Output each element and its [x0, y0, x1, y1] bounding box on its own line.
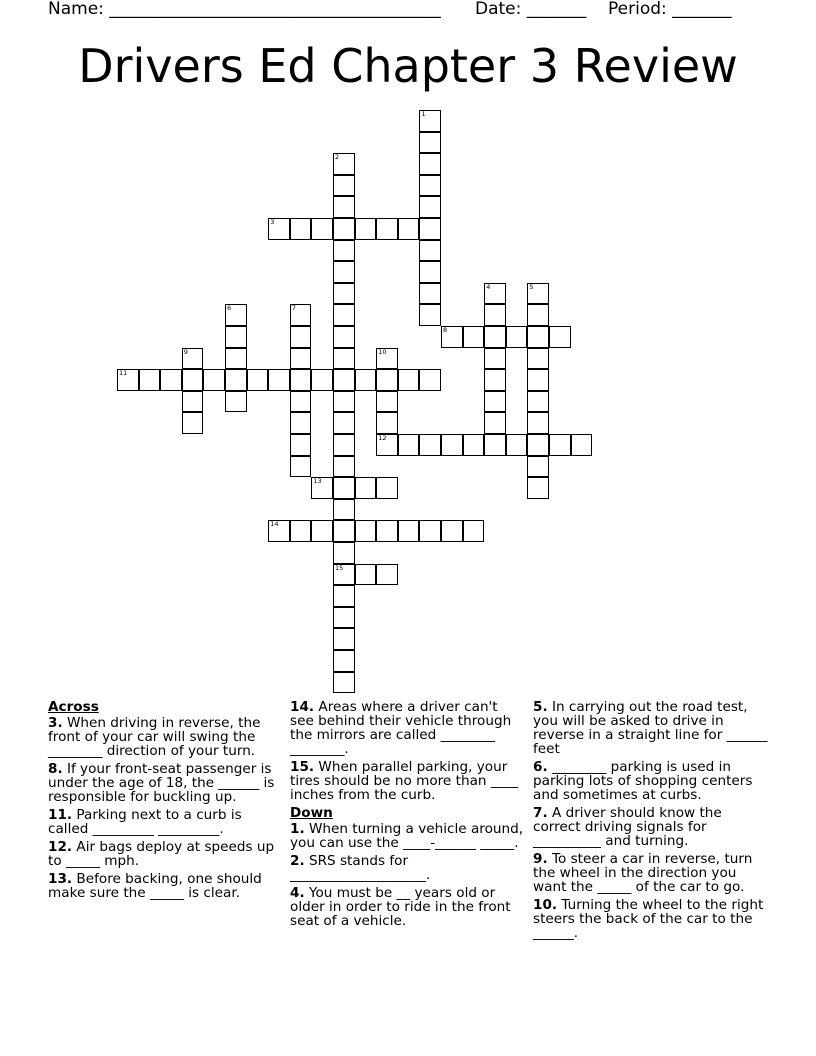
crossword-cell[interactable] [419, 175, 441, 197]
clue-number: 13 [313, 477, 322, 486]
clue-down-2: 2. SRS stands for ____________________. [290, 853, 431, 883]
crossword-cell[interactable] [333, 326, 355, 348]
crossword-cell[interactable] [376, 477, 398, 499]
crossword-cell[interactable] [333, 412, 355, 434]
crossword-cell[interactable] [484, 326, 506, 348]
crossword-cell[interactable] [355, 218, 377, 240]
crossword-cell[interactable] [484, 283, 506, 305]
crossword-cell[interactable] [333, 240, 355, 262]
clue-number: 2 [335, 153, 340, 162]
crossword-cell[interactable] [333, 672, 355, 694]
crossword-cell[interactable] [463, 326, 485, 348]
crossword-cell[interactable] [268, 218, 290, 240]
crossword-cell[interactable] [290, 391, 312, 413]
crossword-cell[interactable] [527, 283, 549, 305]
crossword-cell[interactable] [398, 369, 420, 391]
crossword-cell[interactable] [527, 477, 549, 499]
crossword-cell[interactable] [527, 391, 549, 413]
crossword-cell[interactable] [333, 261, 355, 283]
crossword-cell[interactable] [333, 175, 355, 197]
period-field[interactable]: Period: _______ [608, 0, 732, 19]
clue-down-5: 5. In carrying out the road test, you will be asked to drive in reverse in a straight line for ______ feet [533, 699, 768, 757]
crossword-cell[interactable] [333, 434, 355, 456]
clue-down-7: 7. A driver should know the correct driving signals for __________ and turning. [533, 805, 722, 849]
name-field[interactable]: Name: _______________________________________ [48, 0, 441, 19]
clue-number: 10 [378, 347, 387, 356]
crossword-cell[interactable] [398, 520, 420, 542]
crossword-cell[interactable] [484, 369, 506, 391]
down-heading: Down [290, 805, 333, 821]
crossword-cell[interactable] [290, 520, 312, 542]
clue-number: 3 [270, 218, 275, 226]
page-title: Drivers Ed Chapter 3 Review [78, 39, 738, 93]
crossword-cell[interactable] [484, 348, 506, 370]
crossword-cell[interactable] [419, 132, 441, 154]
crossword-cell[interactable] [376, 434, 398, 456]
crossword-cell[interactable] [290, 348, 312, 370]
clues-column-2 [290, 700, 524, 932]
crossword-cell[interactable] [333, 499, 355, 521]
crossword-cell[interactable] [225, 326, 247, 348]
clue-number: 11 [119, 369, 128, 378]
crossword-cell[interactable] [376, 391, 398, 413]
crossword-cell[interactable] [290, 456, 312, 478]
crossword-cell[interactable] [333, 153, 355, 175]
crossword-cell[interactable] [182, 369, 204, 391]
clue-number: 9 [183, 347, 188, 356]
crossword-cell[interactable] [311, 477, 333, 499]
crossword-cell[interactable] [376, 412, 398, 434]
crossword-cell[interactable] [160, 369, 182, 391]
crossword-cell[interactable] [182, 412, 204, 434]
clue-across-3: 3. When driving in reverse, the front of your car will swing the ________ direction of your turn. [48, 715, 261, 759]
crossword-cell[interactable] [333, 369, 355, 391]
clue-number: 15 [335, 563, 344, 572]
crossword-cell[interactable] [225, 304, 247, 326]
clue-down-10: 10. Turning the wheel to the right steers the back of the car to the ______. [533, 897, 764, 941]
crossword-cell[interactable] [484, 304, 506, 326]
crossword-cell[interactable] [527, 412, 549, 434]
crossword-cell[interactable] [225, 348, 247, 370]
crossword-cell[interactable] [182, 348, 204, 370]
crossword-cell[interactable] [333, 564, 355, 586]
crossword-cell[interactable] [419, 196, 441, 218]
crossword-cell[interactable] [333, 196, 355, 218]
clue-across-13: 13. Before backing, one should make sure the _____ is clear. [48, 871, 262, 901]
crossword-cell[interactable] [419, 261, 441, 283]
crossword-cell[interactable] [333, 348, 355, 370]
clue-across-12: 12. Air bags deploy at speeds up to _____ mph. [48, 839, 275, 869]
crossword-cell[interactable] [484, 391, 506, 413]
crossword-cell[interactable] [419, 240, 441, 262]
crossword-cell[interactable] [527, 348, 549, 370]
clue-number: 12 [378, 434, 387, 442]
crossword-cell[interactable] [571, 434, 593, 456]
crossword-cell[interactable] [419, 283, 441, 305]
crossword-cell[interactable] [311, 520, 333, 542]
across-heading: Across [48, 699, 99, 715]
clue-across-11: 11. Parking next to a curb is called _________ _________. [48, 807, 242, 837]
crossword-cell[interactable] [311, 369, 333, 391]
crossword-cell[interactable] [549, 326, 571, 348]
crossword-cell[interactable] [419, 304, 441, 326]
crossword-cell[interactable] [419, 369, 441, 391]
clue-number: 5 [529, 282, 534, 291]
crossword-cell[interactable] [139, 369, 161, 391]
crossword-cell[interactable] [441, 520, 463, 542]
crossword-cell[interactable] [376, 348, 398, 370]
crossword-cell[interactable] [506, 434, 528, 456]
clue-down-9: 9. To steer a car in reverse, turn the wheel in the direction you want the _____ of the car to go. [533, 851, 753, 895]
crossword-cell[interactable] [527, 456, 549, 478]
crossword-cell[interactable] [549, 434, 571, 456]
crossword-cell[interactable] [398, 218, 420, 240]
crossword-cell[interactable] [333, 542, 355, 564]
clue-across-8: 8. If your front-seat passenger is under the age of 18, the ______ is responsible for buckling up. [48, 761, 275, 805]
crossword-cell[interactable] [419, 434, 441, 456]
crossword-cell[interactable] [333, 283, 355, 305]
clue-number: 14 [270, 520, 279, 529]
crossword-cell[interactable] [333, 391, 355, 413]
clue-number: 1 [421, 110, 426, 118]
crossword-cell[interactable] [311, 218, 333, 240]
crossword-cell[interactable] [419, 218, 441, 240]
crossword-cell[interactable] [117, 369, 139, 391]
crossword-cell[interactable] [225, 391, 247, 413]
clue-number: 7 [291, 304, 296, 313]
crossword-cell[interactable] [355, 369, 377, 391]
clue-down-6: 6. ________ parking is used in parking lots of shopping centers and sometimes at curbs. [533, 759, 753, 803]
crossword-cell[interactable] [333, 520, 355, 542]
crossword-cell[interactable] [398, 434, 420, 456]
crossword-cell[interactable] [527, 434, 549, 456]
crossword-cell[interactable] [247, 369, 269, 391]
crossword-cell[interactable] [376, 369, 398, 391]
crossword-cell[interactable] [182, 391, 204, 413]
crossword-cell[interactable] [527, 326, 549, 348]
crossword-cell[interactable] [441, 326, 463, 348]
crossword-cell[interactable] [419, 520, 441, 542]
crossword-cell[interactable] [333, 456, 355, 478]
crossword-cell[interactable] [484, 434, 506, 456]
crossword-cell[interactable] [506, 326, 528, 348]
crossword-cell[interactable] [333, 477, 355, 499]
crossword-cell[interactable] [333, 607, 355, 629]
clue-across-14: 14. Areas where a driver can't see behind their vehicle through the mirrors are called ________ ________. [290, 699, 512, 757]
crossword-cell[interactable] [290, 218, 312, 240]
clues-column-3 [533, 700, 769, 944]
date-field[interactable]: Date: _______ [475, 0, 587, 19]
crossword-cell[interactable] [484, 412, 506, 434]
clue-number: 4 [486, 282, 491, 291]
crossword-cell[interactable] [419, 110, 441, 132]
clue-number: 8 [443, 326, 448, 334]
crossword-cell[interactable] [527, 304, 549, 326]
crossword-cell[interactable] [268, 520, 290, 542]
crossword-cell[interactable] [376, 520, 398, 542]
crossword-cell[interactable] [355, 477, 377, 499]
clues-column-1 [48, 700, 282, 904]
clue-down-1: 1. When turning a vehicle around, you can use the ____-______ _____. [290, 821, 524, 851]
crossword-cell[interactable] [290, 369, 312, 391]
crossword-cell[interactable] [419, 153, 441, 175]
crossword-cell[interactable] [463, 520, 485, 542]
crossword-cell[interactable] [527, 369, 549, 391]
crossword-cell[interactable] [333, 585, 355, 607]
crossword-cell[interactable] [203, 369, 225, 391]
crossword-cell[interactable] [290, 434, 312, 456]
crossword-cell[interactable] [290, 304, 312, 326]
clue-down-4: 4. You must be __ years old or older in order to ride in the front seat of a vehicle. [290, 885, 511, 929]
crossword-cell[interactable] [376, 218, 398, 240]
crossword-cell[interactable] [290, 326, 312, 348]
crossword-cell[interactable] [441, 434, 463, 456]
crossword-cell[interactable] [290, 412, 312, 434]
crossword-cell[interactable] [268, 369, 290, 391]
crossword-cell[interactable] [225, 369, 247, 391]
crossword-cell[interactable] [355, 520, 377, 542]
crossword-cell[interactable] [333, 218, 355, 240]
crossword-cell[interactable] [333, 628, 355, 650]
crossword-cell[interactable] [376, 564, 398, 586]
crossword-cell[interactable] [463, 434, 485, 456]
crossword-cell[interactable] [333, 650, 355, 672]
clue-number: 6 [227, 304, 232, 313]
crossword-cell[interactable] [333, 304, 355, 326]
clue-across-15: 15. When parallel parking, your tires should be no more than ____ inches from the curb. [290, 759, 519, 803]
crossword-cell[interactable] [355, 564, 377, 586]
